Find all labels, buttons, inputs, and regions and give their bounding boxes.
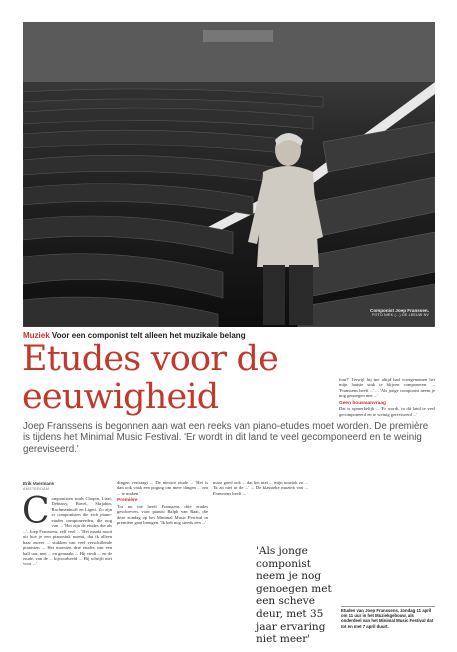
headline-line-2: eeuwigheid: [22, 377, 219, 417]
dateline: AMSTERDAM: [23, 486, 50, 491]
bouwaanvraag-subheading: Geen bouwaanvraag: [339, 400, 386, 406]
pull-quote: 'Als jonge componist neem je nog genoegen met een scheve deur, met 35 jaar ervaring niet meer': [256, 545, 332, 646]
column-3-text: maar goed ook ... dat het niet ... mijn muziek zo ... 'Ik zit niet in de ...' ... De klassieke muziek van ... Franssens heeft ...: [213, 480, 308, 496]
event-info-box: Etudes van Joep Franssens, zondag 11 april om 11 uur in het Muziekgebouw, als onderdeel van het Minimal Music Festival dat tot en met 7 april duurt.: [341, 608, 434, 629]
column-2-text-b: Tot nu toe heeft Franssens drie etudes geschreven, voor pianist Ralph van Raat, die deze zondag op het Minimal Music Festival in première gaat brengen. 'Ik heb nog steeds een ...': [117, 503, 208, 526]
photo-caption: Componist Joep Franssen.: [370, 307, 429, 313]
article-column-4: [339, 377, 435, 417]
drop-cap: C: [22, 491, 50, 532]
article-column-1: [22, 491, 112, 567]
hero-photo: [23, 22, 435, 327]
author-name: Erik Voermans: [23, 481, 55, 486]
column-4-text: fout?' Terwijl hij me altijd had voorgenomen het mijn laatste stuk te blijven componeren. ... 'Franssens heeft ...' ... 'Als jonge componist neem je nog genoegen met ...': [339, 377, 435, 399]
article-column-2: [117, 480, 208, 526]
column-2-text: dingen vertraagt ... De nieuwe etude ... 'Het is dan ook vaak een poging om meer dingen ... om ... te maken.': [117, 480, 208, 496]
kicker-text: Voor een componist telt alleen het muzikale belang: [51, 331, 246, 340]
photo-credit: [370, 308, 429, 317]
concert-hall-image: [23, 22, 435, 327]
lead-paragraph: Joep Franssens is begonnen aan wat een reeks van piano-etudes moet worden. De première is tijdens het Minimal Music Festival. 'Er wordt in dit land te veel gecomponeerd en te weinig gereviseerd.': [23, 421, 429, 455]
article-column-3: [213, 480, 308, 496]
column-1-text: omponisten zoals Chopin, Liszt, Debussy, Ravel, Skrjabin, Rachmaninoff en Ligeti. Zo zijn er componisten die zich piano-etudes componeerden, die nog van ... 'Het zijn de etudes die als ...', Joep Franssens, zelf veel ... 'Het maakt nooit uit hoe je een pianostuk noemt, dat ik alleen haar zuiver ... stukken van veel verschillende pianisten ... Het moesten drie etudes van een half uur, met ... en gemaakt ... Hij vindt ... en de etude, van de ... bijvoorbeeld ... Hij schrijft niet voor ...': [23, 496, 112, 567]
photographer-credit: FOTO NIEK (...) DE LEEUW NV: [372, 312, 429, 317]
headline: [22, 340, 278, 416]
section-tag: Muziek: [23, 331, 50, 340]
byline: [23, 482, 54, 491]
headline-line-1: Etudes voor de: [22, 339, 279, 379]
column-4-text-b: Dat is opmerkelijk ... 'Er wordt, in dit land te veel gecomponeerd en te weinig gereviseerd ...': [339, 406, 435, 417]
premiere-subheading: Première: [117, 498, 138, 504]
